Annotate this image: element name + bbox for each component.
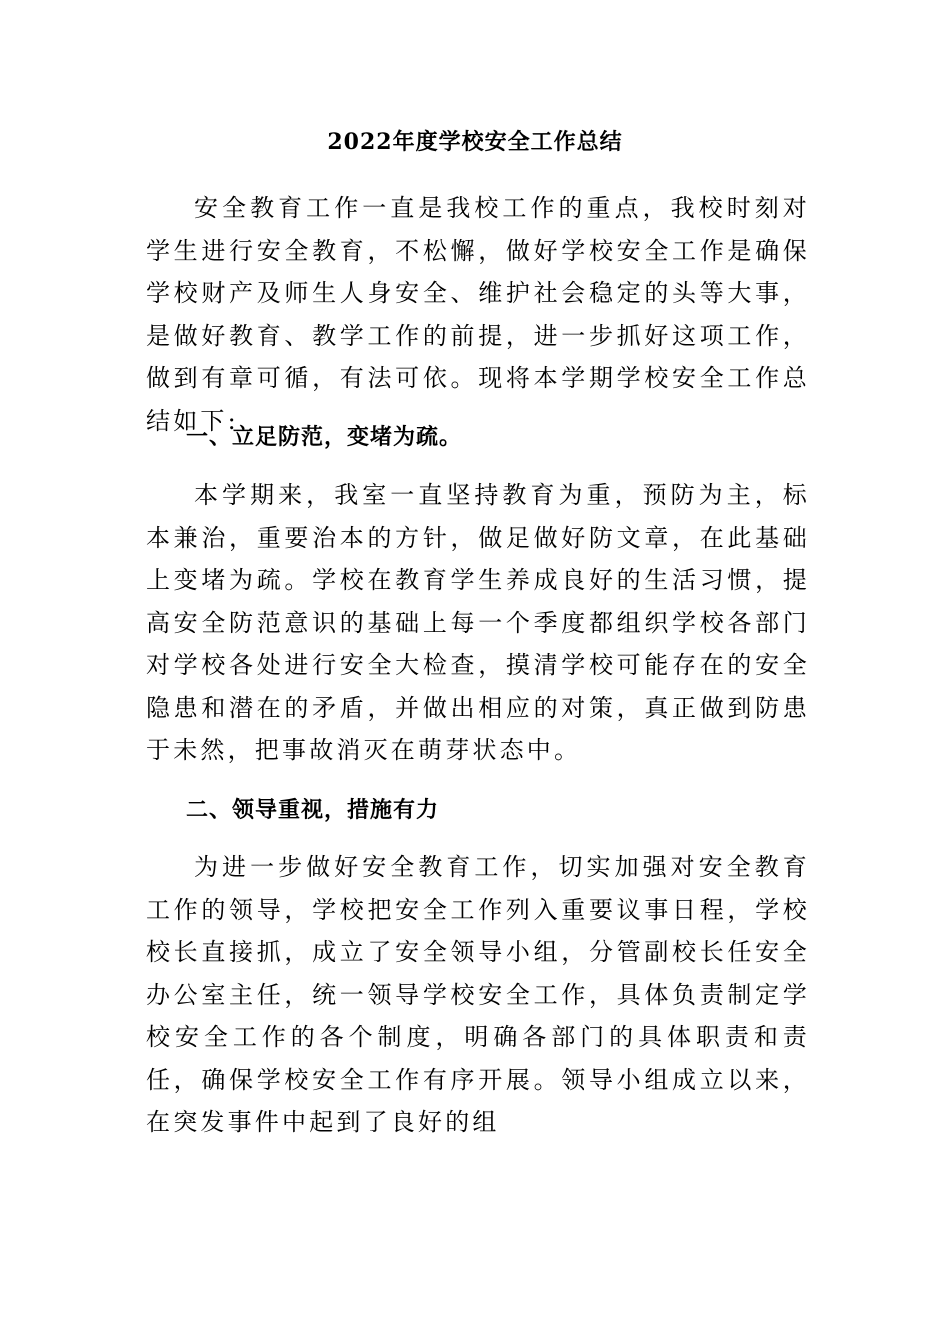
- intro-paragraph: 安全教育工作一直是我校工作的重点，我校时刻对学生进行安全教育，不松懈，做好学校安全工作是确保学校财产及师生人身安全、维护社会稳定的头等大事，是做好教育、教学工作的前提，进一步抓好这项工作，做到有章可循，有法可依。现将本学期学校安全工作总结如下:: [146, 194, 810, 435]
- section-heading-2: 二、领导重视，措施有力: [186, 797, 440, 823]
- document-title: 2022年度学校安全工作总结: [327, 129, 623, 155]
- section-body-2: 为进一步做好安全教育工作，切实加强对安全教育工作的领导，学校把安全工作列入重要议事日程，学校校长直接抓，成立了安全领导小组，分管副校长任安全办公室主任，统一领导学校安全工作，具体负责制定学校安全工作的各个制度，明确各部门的具体职责和责任，确保学校安全工作有序开展。领导小组成立以来，在突发事件中起到了良好的组: [146, 853, 810, 1136]
- section-heading-1: 一、立足防范，变堵为疏。: [186, 424, 463, 450]
- section-body-1: 本学期来，我室一直坚持教育为重，预防为主，标本兼治，重要治本的方针，做足做好防文章，在此基础上变堵为疏。学校在教育学生养成良好的生活习惯，提高安全防范意识的基础上每一个季度都组织学校各部门对学校各处进行安全大检查，摸清学校可能存在的安全隐患和潜在的矛盾，并做出相应的对策，真正做到防患于未然，把事故消灭在萌芽状态中。: [146, 481, 810, 764]
